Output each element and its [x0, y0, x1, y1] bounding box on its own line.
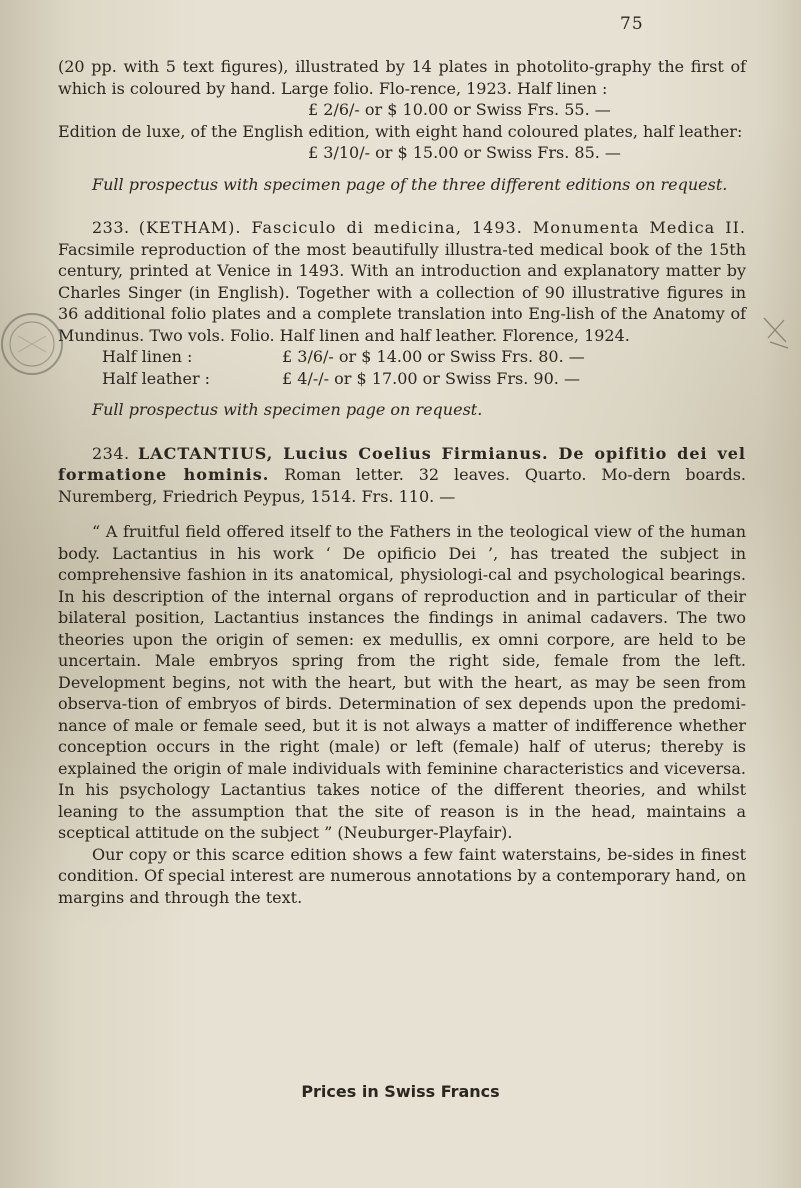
entry-233 [58, 217, 746, 346]
price-value-half-leather: £ 4/-/- or $ 17.00 or Swiss Frs. 90. — [282, 368, 580, 388]
page-number: 75 [620, 14, 644, 34]
price-label-half-linen: Half linen : [102, 347, 193, 366]
catalogue-text [58, 56, 746, 908]
entry-233-heading: (KETHAM). Fasciculo di medicina, 1493. Monumenta Medica II. [138, 218, 746, 237]
entry-234-heading: LACTANTIUS, Lucius Coelius Firmianus. De opifitio dei vel formatione hominis. [58, 443, 746, 484]
price-half-linen: £ 2/6/- or $ 10.00 or Swiss Frs. 55. — [308, 100, 611, 119]
price-label-half-leather: Half leather : [102, 368, 211, 388]
entry-234-copy-note: Our copy or this scarce edition shows a few faint waterstains, be-sides in finest condition. Of special interest are numerous annotations by a contemporary hand, on margins and through the text. [58, 844, 746, 907]
entry-233-price-leather [58, 368, 746, 390]
entry-234-price: Frs. 110. — [361, 486, 456, 506]
price-edition-de-luxe: £ 3/10/- or $ 15.00 or Swiss Frs. 85. — [308, 143, 621, 162]
entry-234-number: 234. [92, 443, 130, 463]
price-value-half-linen: £ 3/6/- or $ 14.00 or Swiss Frs. 80. — [282, 347, 585, 366]
pencil-mark-icon [760, 312, 792, 352]
entry-233-number: 233. [92, 218, 130, 237]
entry-233-prospectus: Full prospectus with specimen page on request. [92, 400, 483, 419]
entry-234-body: Roman letter. 32 leaves. Quarto. Mo-dern boards. Nuremberg, Friedrich Peypus, 1514. [58, 465, 746, 506]
entry-233-body: Facsimile reproduction of the most beautifully illustra-ted medical book of the 15th century, printed at Venice in 1493. With an introduction and explanatory matter by Charles Singer (in English). Together with a collection of 90 illustrative figures in 36 additional folio plates and a complete translation into Eng-lish of the Anatomy of Mundinus. Two vols. Folio. Half linen and half leather. Florence, 1924. [58, 239, 746, 345]
footer-note: Prices in Swiss Francs [301, 1082, 500, 1101]
entry-234-quote: “ A fruitful field offered itself to the Fathers in the teological view of the human body. Lactantius in his work ‘ De opificio Dei ’, has treated the subject in comprehensive fashion in its anatomical, physiologi-cal and psychological bearings. In his description of the internal organs of reproduction and in particular of their bilateral position, Lactantius instances the findings in animal cadavers. The two theories upon the origin of semen: ex medullis, ex omni corpore, are held to be uncertain. Male embryos spring from the right side, female from the left. Development begins, not with the heart, but with the heart, as may be seen from observa-tion of embryos of birds. Determination of sex depends upon the predomi-nance of male or female seed, but it is not always a matter of indifference whether conception occurs in the right (male) or left (female) half of uterus; thereby is explained the origin of male individuals with feminine characteristics and viceversa. In his psychology Lactantius takes notice of the different theories, and whilst leaning to the assumption that the site of reason is in the head, maintains a sceptical attitude on the subject ” (Neuburger-Playfair). [58, 522, 746, 842]
edition-de-luxe-text: Edition de luxe, of the English edition, with eight hand coloured plates, half leather: [58, 121, 743, 141]
prospectus-note: Full prospectus with specimen page of the three different editions on request. [92, 174, 728, 194]
entry-234 [58, 443, 746, 508]
entry-233-price-linen [58, 346, 746, 368]
continuation-text: (20 pp. with 5 text figures), illustrated by 14 plates in photolito-graphy the first of which is coloured by hand. Large folio. Flo-rence, 1923. Half linen : [58, 57, 746, 98]
